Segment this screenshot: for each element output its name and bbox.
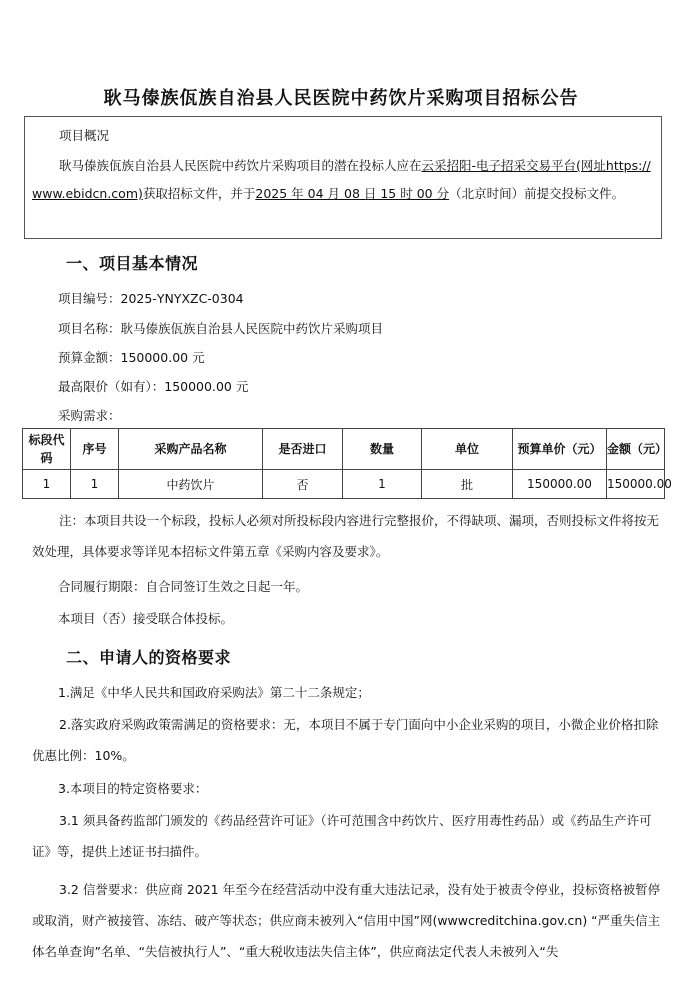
max-price: 最高限价（如有）：150000.00 元 — [58, 379, 249, 394]
demand-label: 采购需求： — [58, 408, 121, 423]
qualification-item-3-2: 3.2 信誉要求：供应商 2021 年至今在经营活动中没有重大违法记录，没有处于被责令停业，投标资格被暂停或取消，财产被接管、冻结、破产等状态；供应商未被列入“信用中国”网(wwwcreditchina.gov.cn) “严重失信主体名单查询”名单、“失信被执行人”、“重大税收违法失信主体”，供应商法定代表人未被列入“失 — [32, 882, 661, 959]
budget-amount: 预算金额：150000.00 元 — [58, 350, 205, 365]
qualification-item-3-1: 3.1 须具备药监部门颁发的《药品经营许可证》（许可范围含中药饮片、医疗用毒性药品）或《药品生产许可证》等，提供上述证书扫描件。 — [32, 813, 652, 859]
table-header-row — [23, 429, 665, 470]
procurement-table — [22, 428, 672, 499]
header-cell: 采购产品名称 — [119, 429, 263, 470]
page-title: 耿马傣族佤族自治县人民医院中药饮片采购项目招标公告 — [103, 88, 579, 109]
header-cell: 序号 — [71, 429, 119, 470]
table-cell: 1 — [343, 470, 422, 499]
project-name: 项目名称：耿马傣族佤族自治县人民医院中药饮片采购项目 — [58, 321, 384, 336]
header-cell: 单位 — [422, 429, 513, 470]
table-cell: 1 — [71, 470, 119, 499]
overview-paragraph — [32, 152, 655, 208]
consortium-note: 本项目（否）接受联合体投标。 — [58, 611, 234, 626]
section-2-heading: 二、申请人的资格要求 — [66, 648, 232, 667]
deadline: 2025 年 04 月 08 日 15 时 00 分 — [255, 186, 450, 201]
table-cell: 中药饮片 — [119, 470, 263, 499]
section-1-heading: 一、项目基本情况 — [66, 254, 199, 273]
header-cell: 数量 — [343, 429, 422, 470]
header-cell: 预算单价（元） — [513, 429, 607, 470]
header-cell: 是否进口 — [263, 429, 343, 470]
contract-period: 合同履行期限：自合同签订生效之日起一年。 — [58, 579, 309, 594]
qualification-item-1: 1.满足《中华人民共和国政府采购法》第二十二条规定； — [58, 685, 370, 700]
table-row — [23, 470, 665, 499]
table-note: 注：本项目共设一个标段，投标人必须对所投标段内容进行完整报价，不得缺项、漏项，否则投标文件将按无效处理，具体要求等详见本招标文件第五章《采购内容及要求》。 — [32, 513, 660, 559]
table-cell: 150000.00 — [513, 470, 607, 499]
platform-link[interactable]: 云采招阳-电子招采交易平台(网址https://www.ebidcn.com) — [32, 158, 651, 201]
table-cell: 批 — [422, 470, 513, 499]
header-cell: 标段代码 — [23, 429, 71, 470]
project-overview-box — [24, 116, 662, 239]
overview-label: 项目概况 — [59, 128, 110, 143]
table-cell: 否 — [263, 470, 343, 499]
header-cell: 金额（元） — [607, 429, 665, 470]
overview-text-2: 获取招标文件，并于 — [142, 186, 256, 201]
qualification-item-3: 3.本项目的特定资格要求： — [58, 781, 208, 796]
table-cell: 1 — [23, 470, 71, 499]
qualification-item-2: 2.落实政府采购政策需满足的资格要求：无，本项目不属于专门面向中小企业采购的项目，小微企业价格扣除优惠比例：10%。 — [32, 717, 659, 763]
project-number: 项目编号：2025-YNYXZC-0304 — [58, 291, 244, 306]
overview-text-3: （北京时间）前提交投标文件。 — [449, 186, 625, 201]
table-cell: 150000.00 — [607, 470, 665, 499]
overview-text-1: 耿马傣族佤族自治县人民医院中药饮片采购项目的潜在投标人应在 — [59, 158, 422, 173]
